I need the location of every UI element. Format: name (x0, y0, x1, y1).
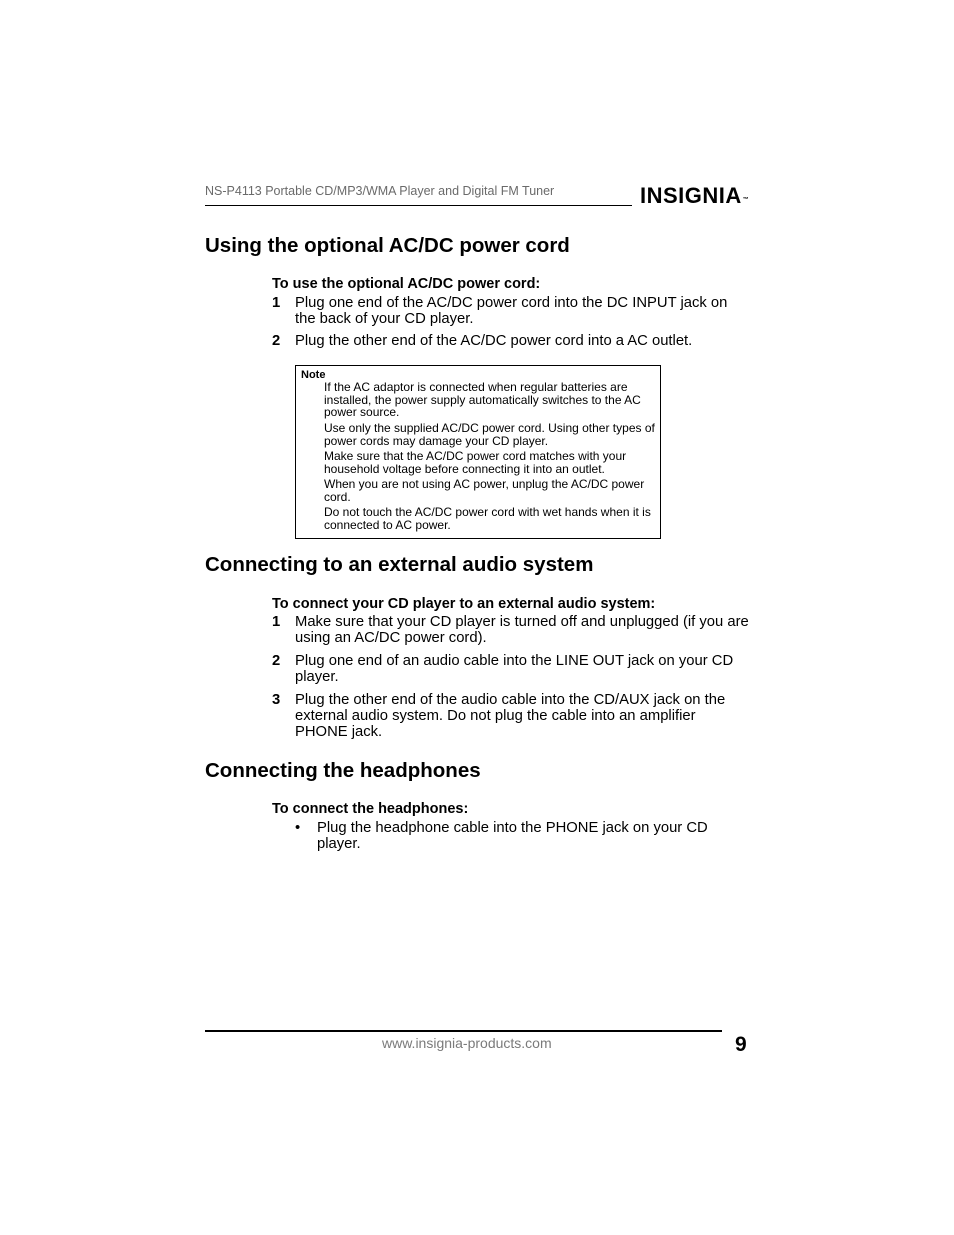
step-item (272, 333, 752, 349)
step-item (272, 653, 752, 685)
note-item: When you are not using AC power, unplug the AC/DC power cord. (324, 477, 645, 504)
step-number: 1 (272, 614, 281, 630)
note-item: Use only the supplied AC/DC power cord. Using other types of power cords may damage your CD player. (324, 421, 655, 448)
step-text: Make sure that your CD player is turned off and unplugged (if you are using an AC/DC power cord). (295, 614, 749, 646)
procedure-title-external-audio: To connect your CD player to an external audio system: (272, 596, 656, 612)
step-item (272, 295, 752, 327)
header-divider (205, 205, 632, 206)
insignia-logo (640, 183, 749, 209)
logo-trademark: ™ (742, 197, 750, 203)
note-label: Note (301, 369, 326, 381)
list-item (295, 820, 745, 852)
header-title: NS-P4113 Portable CD/MP3/WMA Player and Digital FM Tuner (205, 184, 555, 198)
section-heading-external-audio: Connecting to an external audio system (205, 553, 594, 576)
step-number: 2 (272, 333, 281, 349)
step-text: Plug the other end of the AC/DC power cord into a AC outlet. (295, 333, 693, 349)
step-item (272, 692, 752, 740)
step-text: Plug one end of an audio cable into the LINE OUT jack on your CD player. (295, 653, 734, 685)
logo-text: INSIGNIA (640, 183, 742, 208)
procedure-title-power-cord: To use the optional AC/DC power cord: (272, 276, 541, 292)
procedure-title-headphones: To connect the headphones: (272, 801, 469, 817)
note-item: Do not touch the AC/DC power cord with wet hands when it is connected to AC power. (324, 505, 651, 532)
page-number: 9 (735, 1033, 747, 1056)
section-heading-power-cord: Using the optional AC/DC power cord (205, 234, 570, 257)
step-number: 2 (272, 653, 281, 669)
note-item: Make sure that the AC/DC power cord matches with your household voltage before connecting it into an outlet. (324, 449, 627, 476)
bullet-text: Plug the headphone cable into the PHONE jack on your CD player. (317, 820, 708, 852)
step-text: Plug the other end of the audio cable into the CD/AUX jack on the external audio system. Do not plug the cable into an amplifier PHONE jack. (295, 692, 726, 740)
section-heading-headphones: Connecting the headphones (205, 759, 481, 782)
note-item: If the AC adaptor is connected when regular batteries are installed, the power supply automatically switches to the AC power source. (324, 380, 641, 419)
step-number: 3 (272, 692, 281, 708)
step-item (272, 614, 752, 646)
bullet-icon: • (295, 820, 301, 836)
note-box (295, 365, 661, 539)
footer-divider (205, 1030, 722, 1032)
footer-url: www.insignia-products.com (382, 1035, 552, 1051)
step-text: Plug one end of the AC/DC power cord into the DC INPUT jack on the back of your CD player. (295, 295, 728, 327)
step-number: 1 (272, 295, 281, 311)
